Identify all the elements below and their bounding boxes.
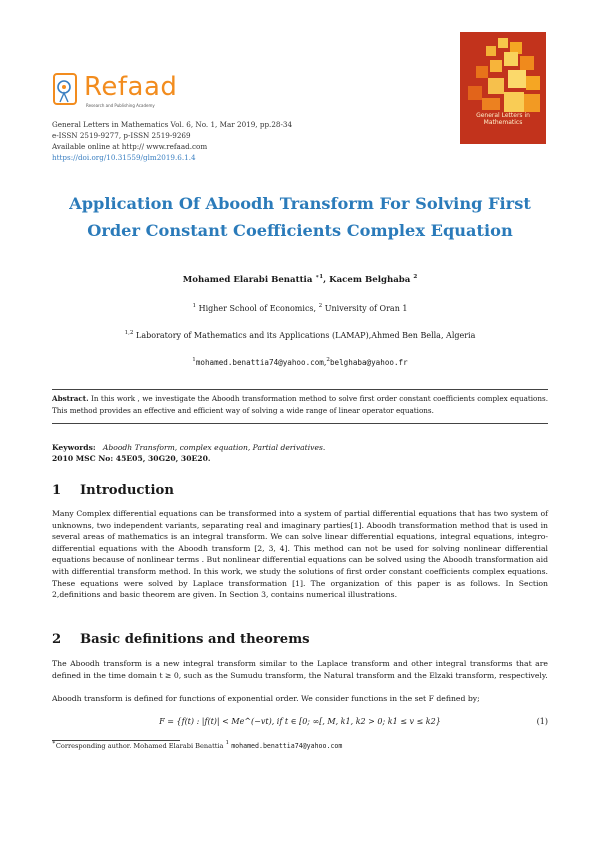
section-2-heading: 2 Basic definitions and theorems: [52, 632, 310, 647]
affiliation-b: University of Oran 1: [324, 304, 408, 313]
author-line: [40, 275, 560, 285]
section-2-paragraph-b: Aboodh transform is defined for functions of exponential order. We consider functions in the set F defined by;: [52, 694, 480, 703]
title-line-2: Order Constant Coefficients Complex Equation: [87, 221, 513, 240]
section-1-heading: 1 Introduction: [52, 483, 174, 498]
author-2-mark: 2: [413, 274, 418, 280]
affiliations-2: [40, 331, 560, 340]
footnote-rule: [52, 740, 180, 741]
affiliation-a: Higher School of Economics,: [198, 304, 317, 313]
issn-line: e-ISSN 2519-9277, p-ISSN 2519-9269: [52, 131, 191, 140]
refaad-emblem-icon: [52, 72, 82, 108]
abstract-top-rule: [52, 389, 548, 390]
affiliation-lab-marks: 1,2: [124, 330, 134, 336]
author-1: Mohamed Elarabi Benattia: [182, 275, 313, 285]
keywords-block: [52, 442, 325, 465]
section-1-paragraph: Many Complex differential equations can be transformed into a system of partial differential equations that has two system of unknowns, two independent variants, separating real and imaginary parties[1]. Aboodh transformation method that is used in several areas of mathematics is an integral transform. We can solve linear differential equations, integral equations, integro-differential equations with the Aboodh transform [2, 3, 4]. This method can not be used for solving nonlinear differential equations because of nonlinear terms . But nonlinear differential equations can be solved using the Aboodh transformation aid with differential transform method. In this work, we study the solutions of first order constant coefficients complex equations. These equations were solved by Laplace transformation [1]. The organization of this paper is as follows. In Section 2,definitions and basic theorem are given. In Section 3, contains numerical illustrations.: [52, 509, 548, 600]
abstract-bottom-rule: [52, 423, 548, 424]
publisher-logo: [52, 72, 192, 112]
msc-codes: 2010 MSC No: 45E05, 30G20, 30E20.: [52, 454, 211, 464]
footnote-text: Corresponding author. Mohamed Elarabi Benattia: [55, 742, 224, 750]
abstract: [52, 393, 548, 416]
author-emails: $^1$mohamed.benattia74@yahoo.com,$^2$belghaba@yahoo.fr: [192, 357, 408, 367]
paper-title: [40, 190, 560, 244]
email-2[interactable]: belghaba@yahoo.fr: [329, 358, 408, 367]
footnote-email[interactable]: mohamed.benattia74@yahoo.com: [231, 742, 343, 750]
footnote: ∗Corresponding author. Mohamed Elarabi Benattia $^1$ mohamed.benattia74@yahoo.com: [52, 740, 343, 750]
journal-citation: General Letters in Mathematics Vol. 6, No. 1, Mar 2019, pp.28-34: [52, 120, 293, 129]
affiliations-1: $^1$ Higher School of Economics, $^2$ University of Oran 1: [192, 303, 408, 313]
availability-line: Available online at http:// www.refaad.com: [52, 142, 208, 151]
title-line-1: Application Of Aboodh Transform For Solving First: [69, 194, 531, 213]
logo-wordmark: Refaad: [84, 72, 178, 102]
equation-body: F = {f(t) : |f(t)| < Me^(−vt), if t ∈ [0; ∞[, M, k1, k2 > 0; k1 ≤ v ≤ k2}: [159, 717, 441, 726]
doi-link[interactable]: https://doi.org/10.31559/glm2019.6.1.4: [52, 153, 196, 162]
author-1-marks: ∗1: [315, 274, 324, 280]
cover-artwork: [460, 32, 546, 144]
abstract-text: In this work , we investigate the Aboodh transformation method to solve first order constant coefficients complex equations. This method provides an effective and efficient way of solving a wide range of linear operator equations.: [52, 394, 548, 415]
section-2-paragraph-a: The Aboodh transform is a new integral transform similar to the Laplace transform and other integral transforms that are defined in the time domain t ≥ 0, such as the Sumudu transform, the Natural transform and the Elzaki transform, respectively.: [52, 659, 548, 680]
email-1[interactable]: mohamed.benattia74@yahoo.com: [195, 358, 324, 367]
logo-tagline: Research and Publishing Academy: [86, 103, 155, 108]
abstract-label: Abstract.: [52, 394, 89, 403]
equation-1: [52, 717, 548, 733]
journal-cover-image: [460, 32, 546, 144]
cover-label: General Letters in Mathematics: [476, 112, 530, 126]
equation-number: (1): [536, 717, 548, 726]
keywords-label: Keywords:: [52, 443, 96, 452]
affiliation-lab: Laboratory of Mathematics and its Applications (LAMAP),Ahmed Ben Bella, Algeria: [136, 331, 476, 340]
author-2: , Kacem Belghaba: [323, 275, 411, 285]
keywords-text: Aboodh Transform, complex equation, Partial derivatives.: [102, 443, 326, 452]
